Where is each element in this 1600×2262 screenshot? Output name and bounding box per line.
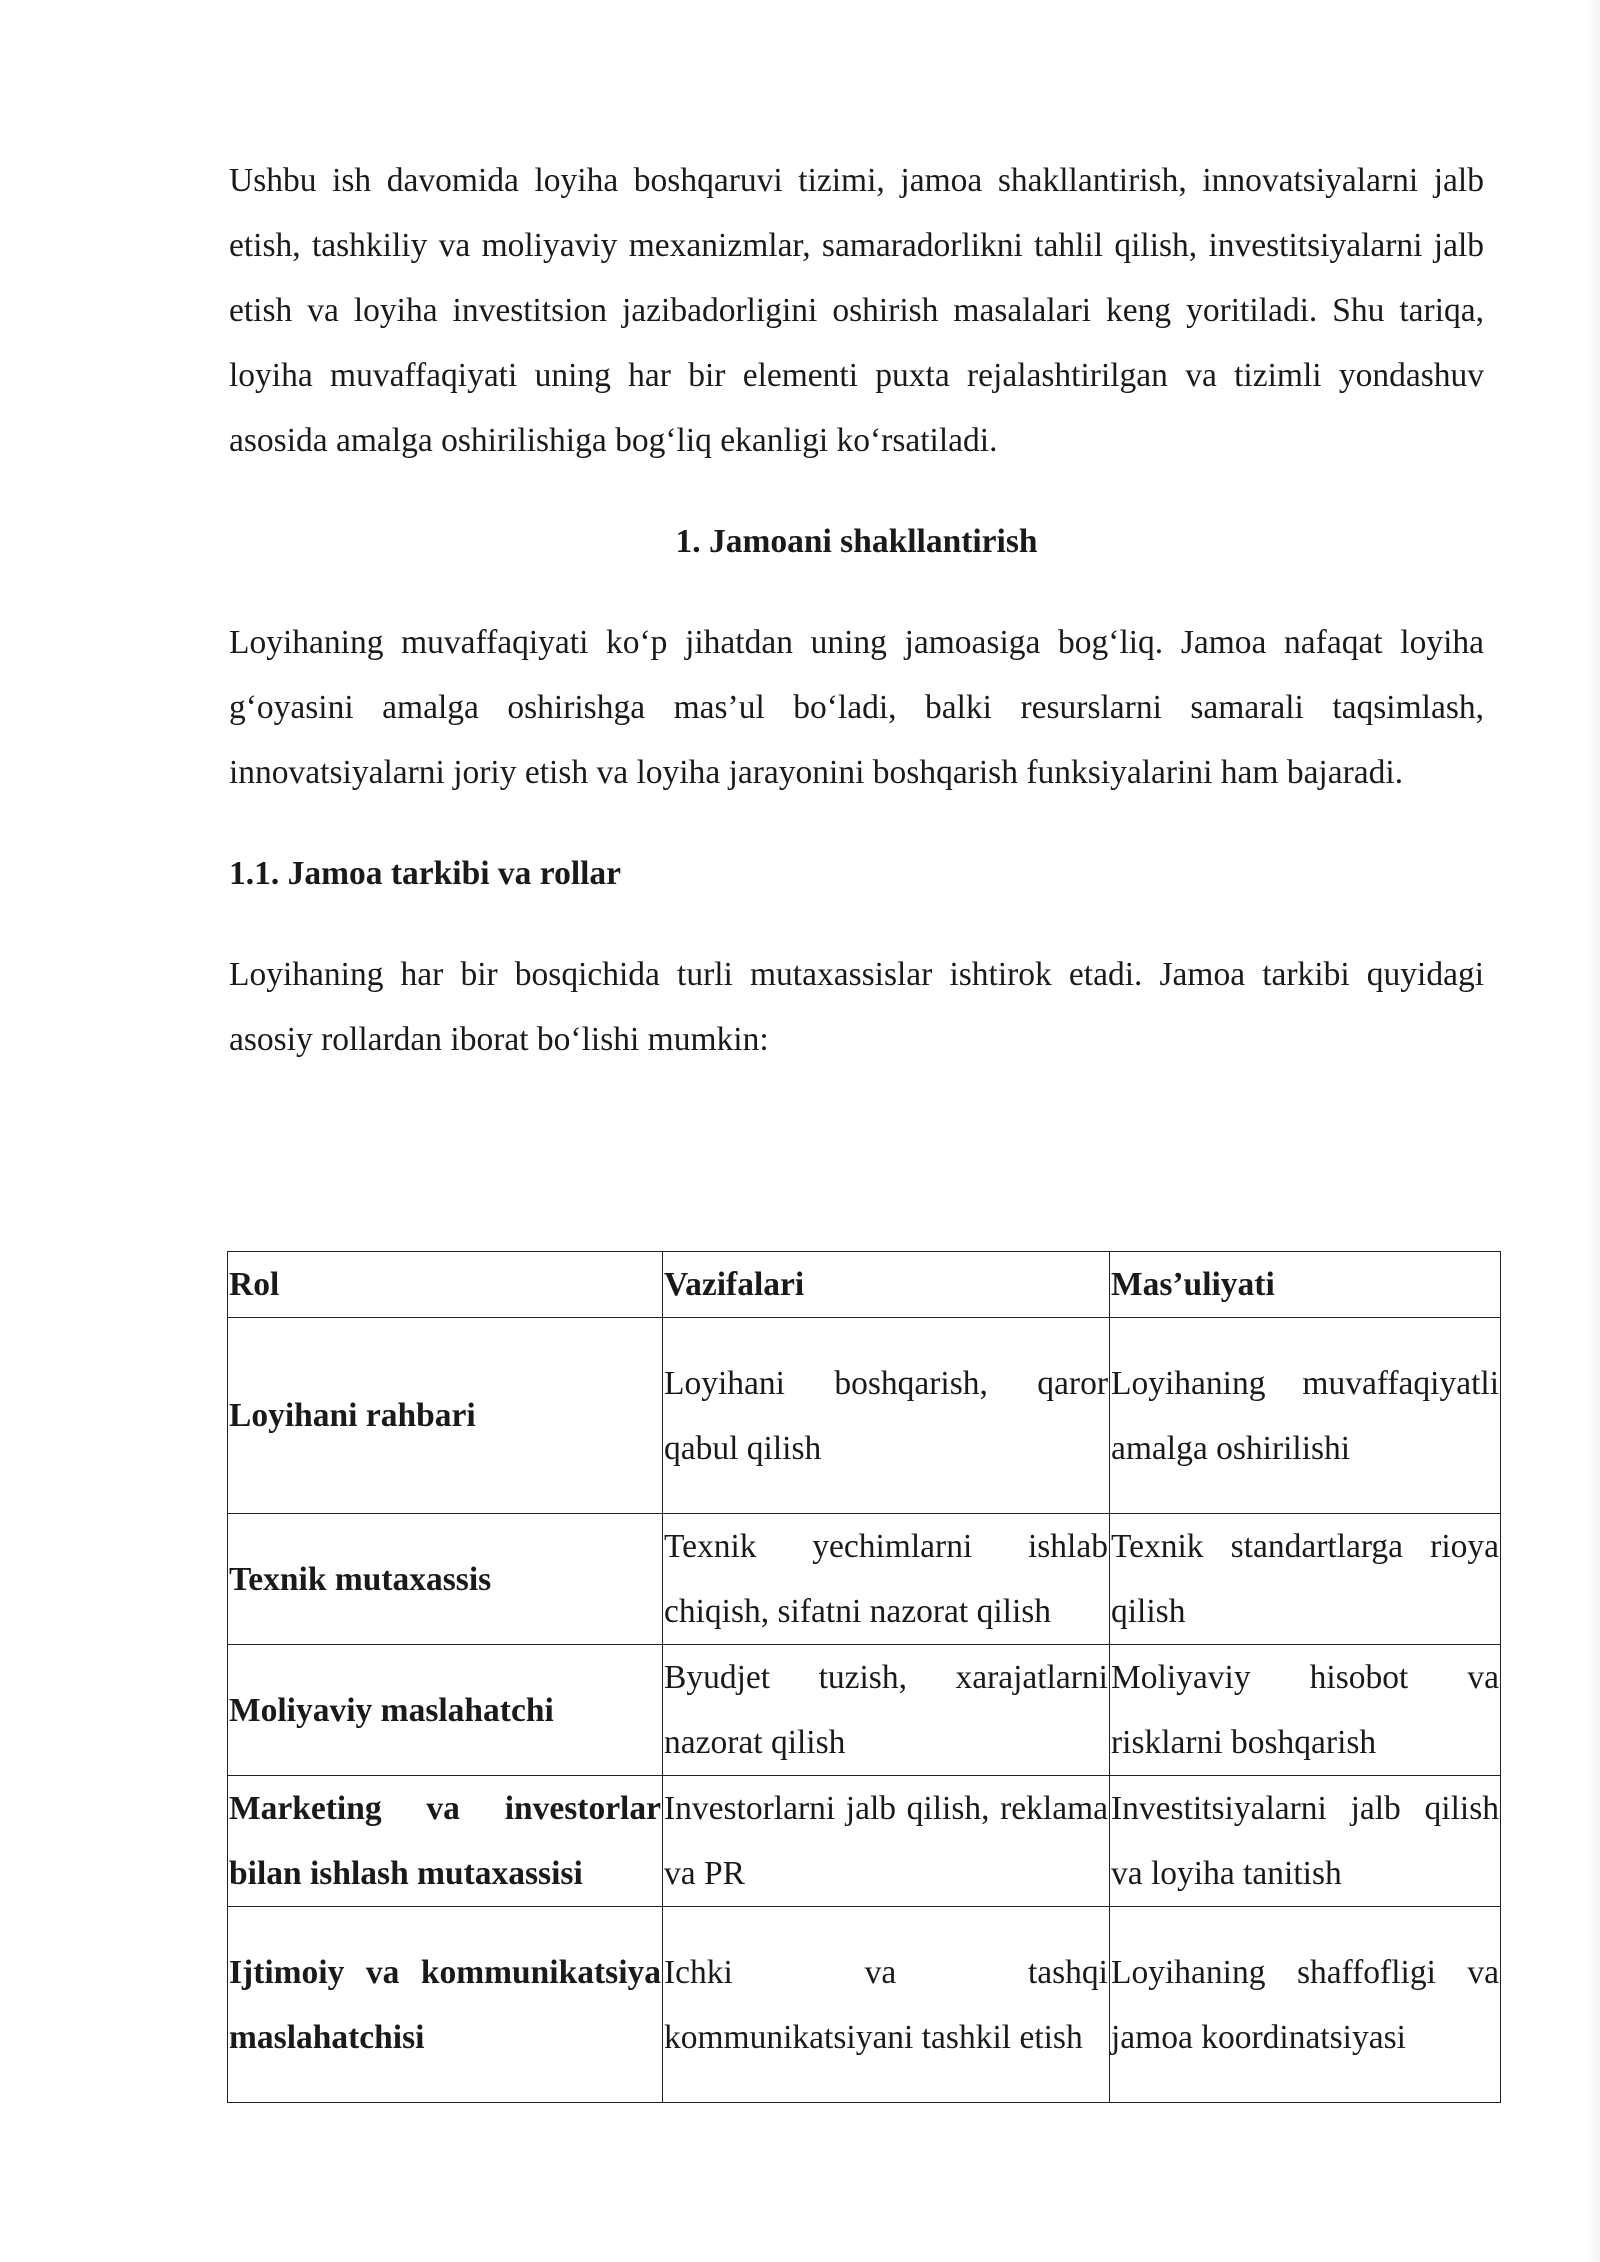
role-cell: Texnik mutaxassis [228,1514,663,1645]
tasks-cell: Ichki va tashqi kommunikatsiyani tashkil etish [663,1907,1110,2103]
header-responsibility: Mas’uliyati [1110,1252,1501,1318]
table-row [228,1514,1501,1645]
section-paragraph: Loyihaning muvaffaqiyati ko‘p jihatdan uning jamoasiga bog‘liq. Jamoa nafaqat loyiha g‘oyasini amalga oshirishga mas’ul bo‘ladi, balki resurslarni samarali taqsimlash, innovatsiyalarni joriy etish va loyiha jarayonini boshqarish funksiyalarini ham bajaradi. [229,624,1484,791]
section-heading: 1. Jamoani shakllantirish [675,523,1038,560]
responsibility-cell: Texnik standartlarga rioya qilish [1110,1514,1501,1645]
tasks-cell: Investorlarni jalb qilish, reklama va PR [663,1776,1110,1907]
table-row [228,1907,1501,2103]
page-edge-shadow [1586,0,1600,2262]
table-header-row [228,1252,1501,1318]
header-tasks: Vazifalari [663,1252,1110,1318]
tasks-cell: Byudjet tuzish, xarajatlarni nazorat qilish [663,1645,1110,1776]
role-cell: Marketing va investorlar bilan ishlash mutaxassisi [228,1776,663,1907]
responsibility-cell: Investitsiyalarni jalb qilish va loyiha tanitish [1110,1776,1501,1907]
table-row [228,1776,1501,1907]
subsection-heading: 1.1. Jamoa tarkibi va rollar [229,855,622,892]
roles-table [227,1251,1501,2103]
tasks-cell: Texnik yechimlarni ishlab chiqish, sifatni nazorat qilish [663,1514,1110,1645]
intro-paragraph: Ushbu ish davomida loyiha boshqaruvi tizimi, jamoa shakllantirish, innovatsiyalarni jalb etish, tashkiliy va moliyaviy mexanizmlar, samaradorlikni tahlil qilish, investitsiyalarni jalb etish va loyiha investitsion jazibadorligini oshirish masalalari keng yoritiladi. Shu tariqa, loyiha muvaffaqiyati uning har bir elementi puxta rejalashtirilgan va tizimli yondashuv asosida amalga oshirilishiga bog‘liq ekanligi ko‘rsatiladi. [229,162,1484,459]
responsibility-cell: Loyihaning muvaffaqiyatli amalga oshirilishi [1110,1318,1501,1514]
subsection-paragraph: Loyihaning har bir bosqichida turli mutaxassislar ishtirok etadi. Jamoa tarkibi quyidagi asosiy rollardan iborat bo‘lishi mumkin: [229,956,1484,1058]
tasks-cell: Loyihani boshqarish, qaror qabul qilish [663,1318,1110,1514]
role-cell: Ijtimoiy va kommunikatsiya maslahatchisi [228,1907,663,2103]
table-row [228,1645,1501,1776]
role-cell: Moliyaviy maslahatchi [228,1645,663,1776]
role-cell: Loyihani rahbari [228,1318,663,1514]
responsibility-cell: Loyihaning shaffofligi va jamoa koordinatsiyasi [1110,1907,1501,2103]
table-row [228,1318,1501,1514]
document-page [229,148,1484,1072]
header-role: Rol [228,1252,663,1318]
responsibility-cell: Moliyaviy hisobot va risklarni boshqarish [1110,1645,1501,1776]
